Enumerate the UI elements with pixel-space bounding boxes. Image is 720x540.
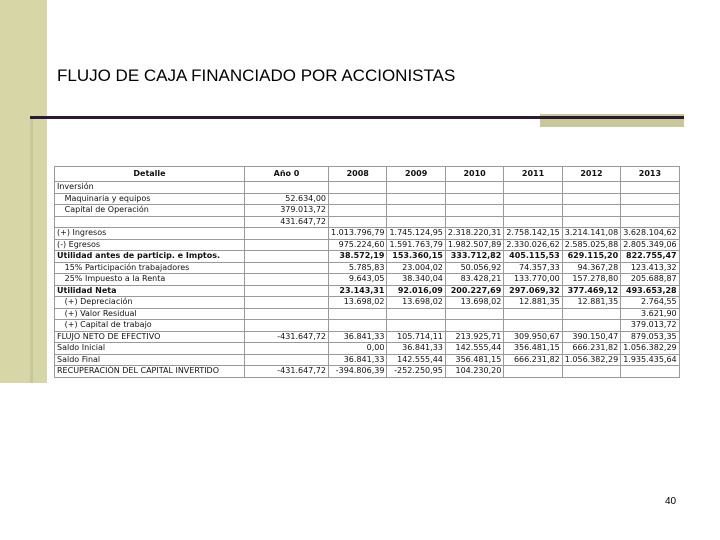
table-cell: 13.698,02 [329,297,387,309]
table-cell [387,320,445,332]
row-label: Maquinaria y equipos [55,193,245,205]
table-cell [562,216,620,228]
table-cell: 2.764,55 [621,297,679,309]
table-cell: 74.357,33 [504,262,562,274]
table-cell: 52.634,00 [245,193,329,205]
table-cell [621,182,679,194]
table-cell: 1.013.796,79 [329,228,387,240]
table-cell [329,320,387,332]
table-cell [329,308,387,320]
column-header: 2010 [445,167,503,182]
table-cell: 36.841,33 [329,331,387,343]
table-cell: 13.698,02 [445,297,503,309]
table-cell: 1.982.507,89 [445,239,503,251]
table-cell: 405.115,53 [504,251,562,263]
table-cell [504,216,562,228]
table-cell [562,308,620,320]
table-cell: 1.056.382,29 [621,343,679,355]
table-row [55,239,680,251]
table-cell [329,216,387,228]
column-header: Año 0 [245,167,329,182]
table-row [55,216,680,228]
table-cell [245,285,329,297]
side-accent-line [30,119,33,383]
table-cell [245,343,329,355]
table-cell [562,193,620,205]
table-cell: 200.227,69 [445,285,503,297]
table-cell: 23.004,02 [387,262,445,274]
table-cell: -431.647,72 [245,366,329,378]
table-cell [245,228,329,240]
table-cell: 9.643,05 [329,274,387,286]
table-cell [504,308,562,320]
table-cell: 1.935.435,64 [621,354,679,366]
table-cell [245,274,329,286]
table-cell: 12.881,35 [562,297,620,309]
table-cell [245,262,329,274]
table-cell: 104.230,20 [445,366,503,378]
table-cell [329,182,387,194]
column-header: Detalle [55,167,245,182]
table-cell [621,216,679,228]
table-cell [329,193,387,205]
table-cell: 3.621,90 [621,308,679,320]
table-cell: 297.069,32 [504,285,562,297]
table-row [55,354,680,366]
row-label: RECUPERACIÓN DEL CAPITAL INVERTIDO [55,366,245,378]
row-label: Utilidad Neta [55,285,245,297]
row-label: 25% Impuesto a la Renta [55,274,245,286]
table-row [55,297,680,309]
table-cell [387,216,445,228]
table-cell: 2.318.220,31 [445,228,503,240]
row-label [55,216,245,228]
row-label: Inversión [55,182,245,194]
table-cell: 133.770,00 [504,274,562,286]
table-cell: -394.806,39 [329,366,387,378]
row-label: Utilidad antes de particip. e Imptos. [55,251,245,263]
table-row [55,343,680,355]
table-cell: 975.224,60 [329,239,387,251]
table-cell: 2.330.026,62 [504,239,562,251]
table-cell [445,308,503,320]
table-cell [504,205,562,217]
table-cell [445,193,503,205]
row-label: (-) Egresos [55,239,245,251]
row-label: (+) Capital de trabajo [55,320,245,332]
table-cell [245,239,329,251]
table-cell [621,193,679,205]
table-row [55,331,680,343]
column-header: 2012 [562,167,620,182]
row-label: 15% Participación trabajadores [55,262,245,274]
table-cell [445,205,503,217]
table-cell [504,366,562,378]
table-cell [329,205,387,217]
sidebar-decoration [0,0,47,383]
table-cell [445,320,503,332]
table-header-row [55,167,680,182]
table-cell: 1.591.763,79 [387,239,445,251]
table-cell: 666.231,82 [562,343,620,355]
table-cell [562,205,620,217]
table-cell [245,297,329,309]
table-cell: 333.712,82 [445,251,503,263]
table-cell: 379.013,72 [245,205,329,217]
table-cell: 123.413,32 [621,262,679,274]
table-row [55,182,680,194]
table-cell: 2.758.142,15 [504,228,562,240]
title-rule-right [540,116,684,119]
table-cell [504,320,562,332]
table-cell: 879.053,35 [621,331,679,343]
table-cell: 666.231,82 [504,354,562,366]
sidebar-bottom [0,383,47,540]
column-header: 2011 [504,167,562,182]
table-cell: 822.755,47 [621,251,679,263]
table-cell: 3.628.104,62 [621,228,679,240]
column-header: 2013 [621,167,679,182]
table-cell [504,182,562,194]
table-cell: 213.925,71 [445,331,503,343]
table-cell [445,216,503,228]
table-cell: 356.481,15 [504,343,562,355]
row-label: (+) Depreciación [55,297,245,309]
table-cell: 5.785,83 [329,262,387,274]
table-cell [245,182,329,194]
table-cell [387,205,445,217]
table-cell: 12.881,35 [504,297,562,309]
table-cell: 94.367,28 [562,262,620,274]
table-cell [562,320,620,332]
table-cell: 379.013,72 [621,320,679,332]
table-cell [562,182,620,194]
table-cell: 431.647,72 [245,216,329,228]
table-row [55,193,680,205]
table-cell: 0,00 [329,343,387,355]
table-cell [245,308,329,320]
table-row [55,366,680,378]
table-cell: 205.688,87 [621,274,679,286]
table-cell: 1.745.124,95 [387,228,445,240]
row-label: Saldo Final [55,354,245,366]
table-cell: 3.214.141,08 [562,228,620,240]
table-row [55,285,680,297]
row-label: (+) Valor Residual [55,308,245,320]
table-cell: 142.555,44 [445,343,503,355]
table-cell [245,320,329,332]
table-row [55,308,680,320]
table-cell [387,308,445,320]
table-cell: 50.056,92 [445,262,503,274]
table-cell: 23.143,31 [329,285,387,297]
table-cell [387,193,445,205]
table-cell [621,205,679,217]
table-row [55,320,680,332]
table-cell [387,182,445,194]
table-cell: 309.950,67 [504,331,562,343]
table-cell: 1.056.382,29 [562,354,620,366]
table-cell [621,366,679,378]
table-cell: 356.481,15 [445,354,503,366]
table-cell [445,182,503,194]
slide-title: FLUJO DE CAJA FINANCIADO POR ACCIONISTAS [57,66,456,85]
table-cell: 92.016,09 [387,285,445,297]
table-cell: 157.278,80 [562,274,620,286]
table-cell: -252.250,95 [387,366,445,378]
table-cell [504,193,562,205]
table-cell: 2.805.349,06 [621,239,679,251]
row-label: (+) Ingresos [55,228,245,240]
row-label: Saldo Inicial [55,343,245,355]
table-cell: 38.572,19 [329,251,387,263]
table-cell: 377.469,12 [562,285,620,297]
table-row [55,205,680,217]
table-cell: 36.841,33 [329,354,387,366]
table-cell: 390.150,47 [562,331,620,343]
table-cell: 13.698,02 [387,297,445,309]
table-cell [562,366,620,378]
column-header: 2009 [387,167,445,182]
table-cell: 2.585.025,88 [562,239,620,251]
table-cell: 142.555,44 [387,354,445,366]
table-cell: 629.115,20 [562,251,620,263]
table-cell: 38.340,04 [387,274,445,286]
table-cell: 105.714,11 [387,331,445,343]
table-cell [245,251,329,263]
cash-flow-table [54,166,680,378]
table-cell: 493.653,28 [621,285,679,297]
table-row [55,274,680,286]
title-rule [30,116,540,119]
table-row [55,251,680,263]
row-label: FLUJO NETO DE EFECTIVO [55,331,245,343]
page-number: 40 [665,496,677,507]
table-cell: 36.841,33 [387,343,445,355]
table-cell: 83.428,21 [445,274,503,286]
table-cell: -431.647,72 [245,331,329,343]
table-row [55,228,680,240]
column-header: 2008 [329,167,387,182]
table-cell [245,354,329,366]
table-cell: 153.360,15 [387,251,445,263]
row-label: Capital de Operación [55,205,245,217]
table-row [55,262,680,274]
